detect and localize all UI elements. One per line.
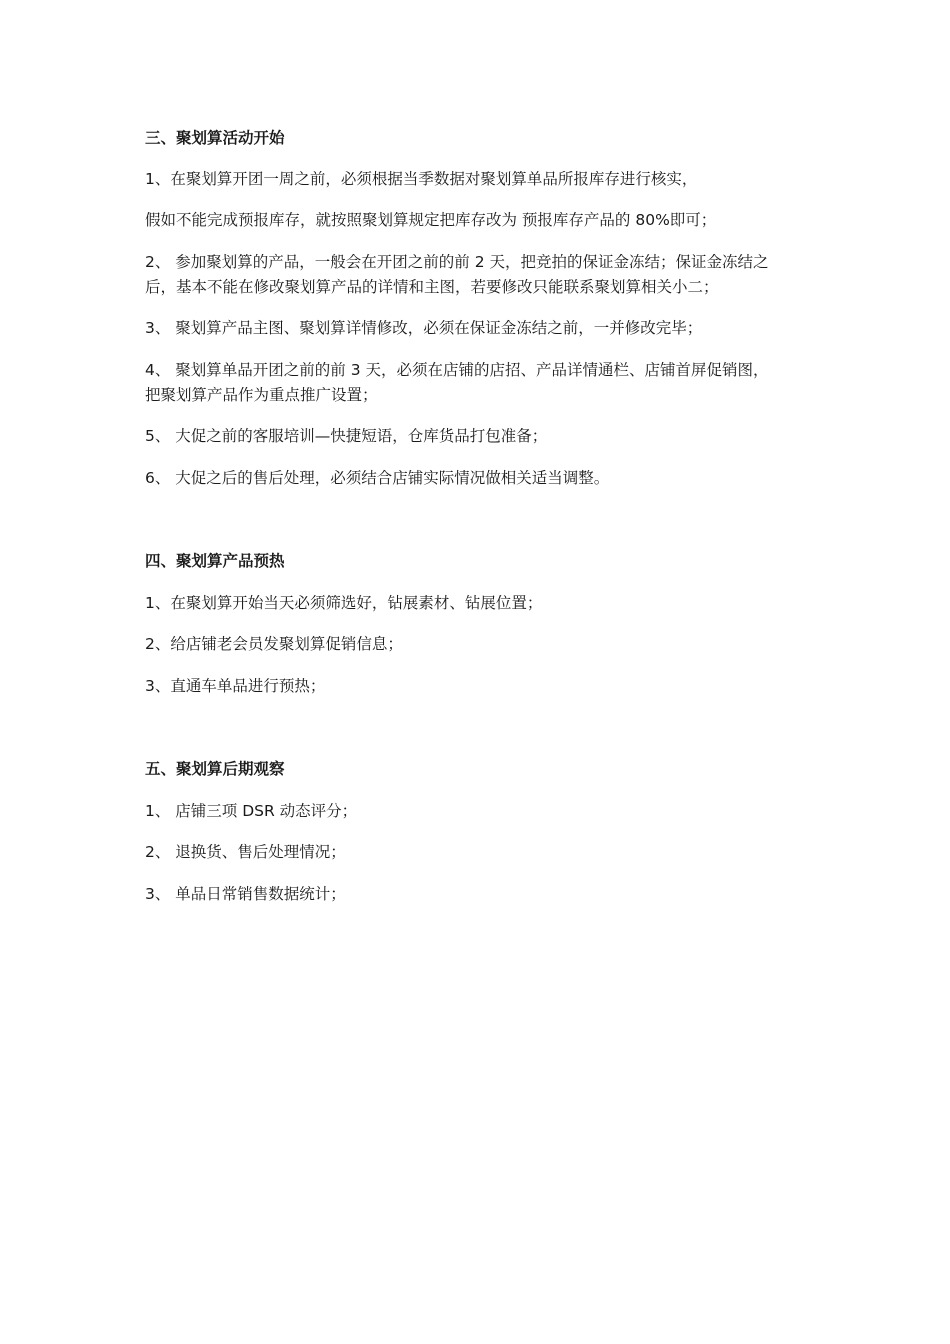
section-3-item-2-continued: 后，基本不能在修改聚划算产品的详情和主图，若要修改只能联系聚划算相关小二； — [145, 278, 719, 296]
section-5-item-3: 3、 单品日常销售数据统计； — [145, 885, 346, 903]
section-3-item-2: 2、 参加聚划算的产品，一般会在开团之前的前 2 天，把竞拍的保证金冻结；保证金冻结之 — [145, 253, 769, 271]
section-4-item-1: 1、在聚划算开始当天必须筛选好，钻展素材、钻展位置； — [145, 594, 543, 612]
section-3-item-3: 3、 聚划算产品主图、聚划算详情修改，必须在保证金冻结之前，一并修改完毕； — [145, 319, 703, 337]
section-3-item-4-continued: 把聚划算产品作为重点推广设置； — [145, 386, 378, 404]
section-3-item-6: 6、 大促之后的售后处理，必须结合店铺实际情况做相关适当调整。 — [145, 469, 610, 487]
section-3-item-1: 1、在聚划算开团一周之前，必须根据当季数据对聚划算单品所报库存进行核实， — [145, 170, 698, 188]
section-5-item-2: 2、 退换货、售后处理情况； — [145, 843, 346, 861]
section-4-item-3: 3、直通车单品进行预热； — [145, 677, 326, 695]
section-3-item-1-continued: 假如不能完成预报库存，就按照聚划算规定把库存改为 预报库存产品的 80%即可； — [145, 211, 717, 229]
section-4-heading: 四、聚划算产品预热 — [145, 552, 285, 570]
section-3-item-4: 4、 聚划算单品开团之前的前 3 天，必须在店铺的店招、产品详情通栏、店铺首屏促销图， — [145, 361, 769, 379]
section-3-item-5: 5、 大促之前的客服培训—快捷短语，仓库货品打包准备； — [145, 427, 548, 445]
section-5-item-1: 1、 店铺三项 DSR 动态评分； — [145, 802, 358, 820]
section-3-heading: 三、聚划算活动开始 — [145, 129, 285, 147]
section-5-heading: 五、聚划算后期观察 — [145, 760, 285, 778]
section-4-item-2: 2、给店铺老会员发聚划算促销信息； — [145, 635, 403, 653]
